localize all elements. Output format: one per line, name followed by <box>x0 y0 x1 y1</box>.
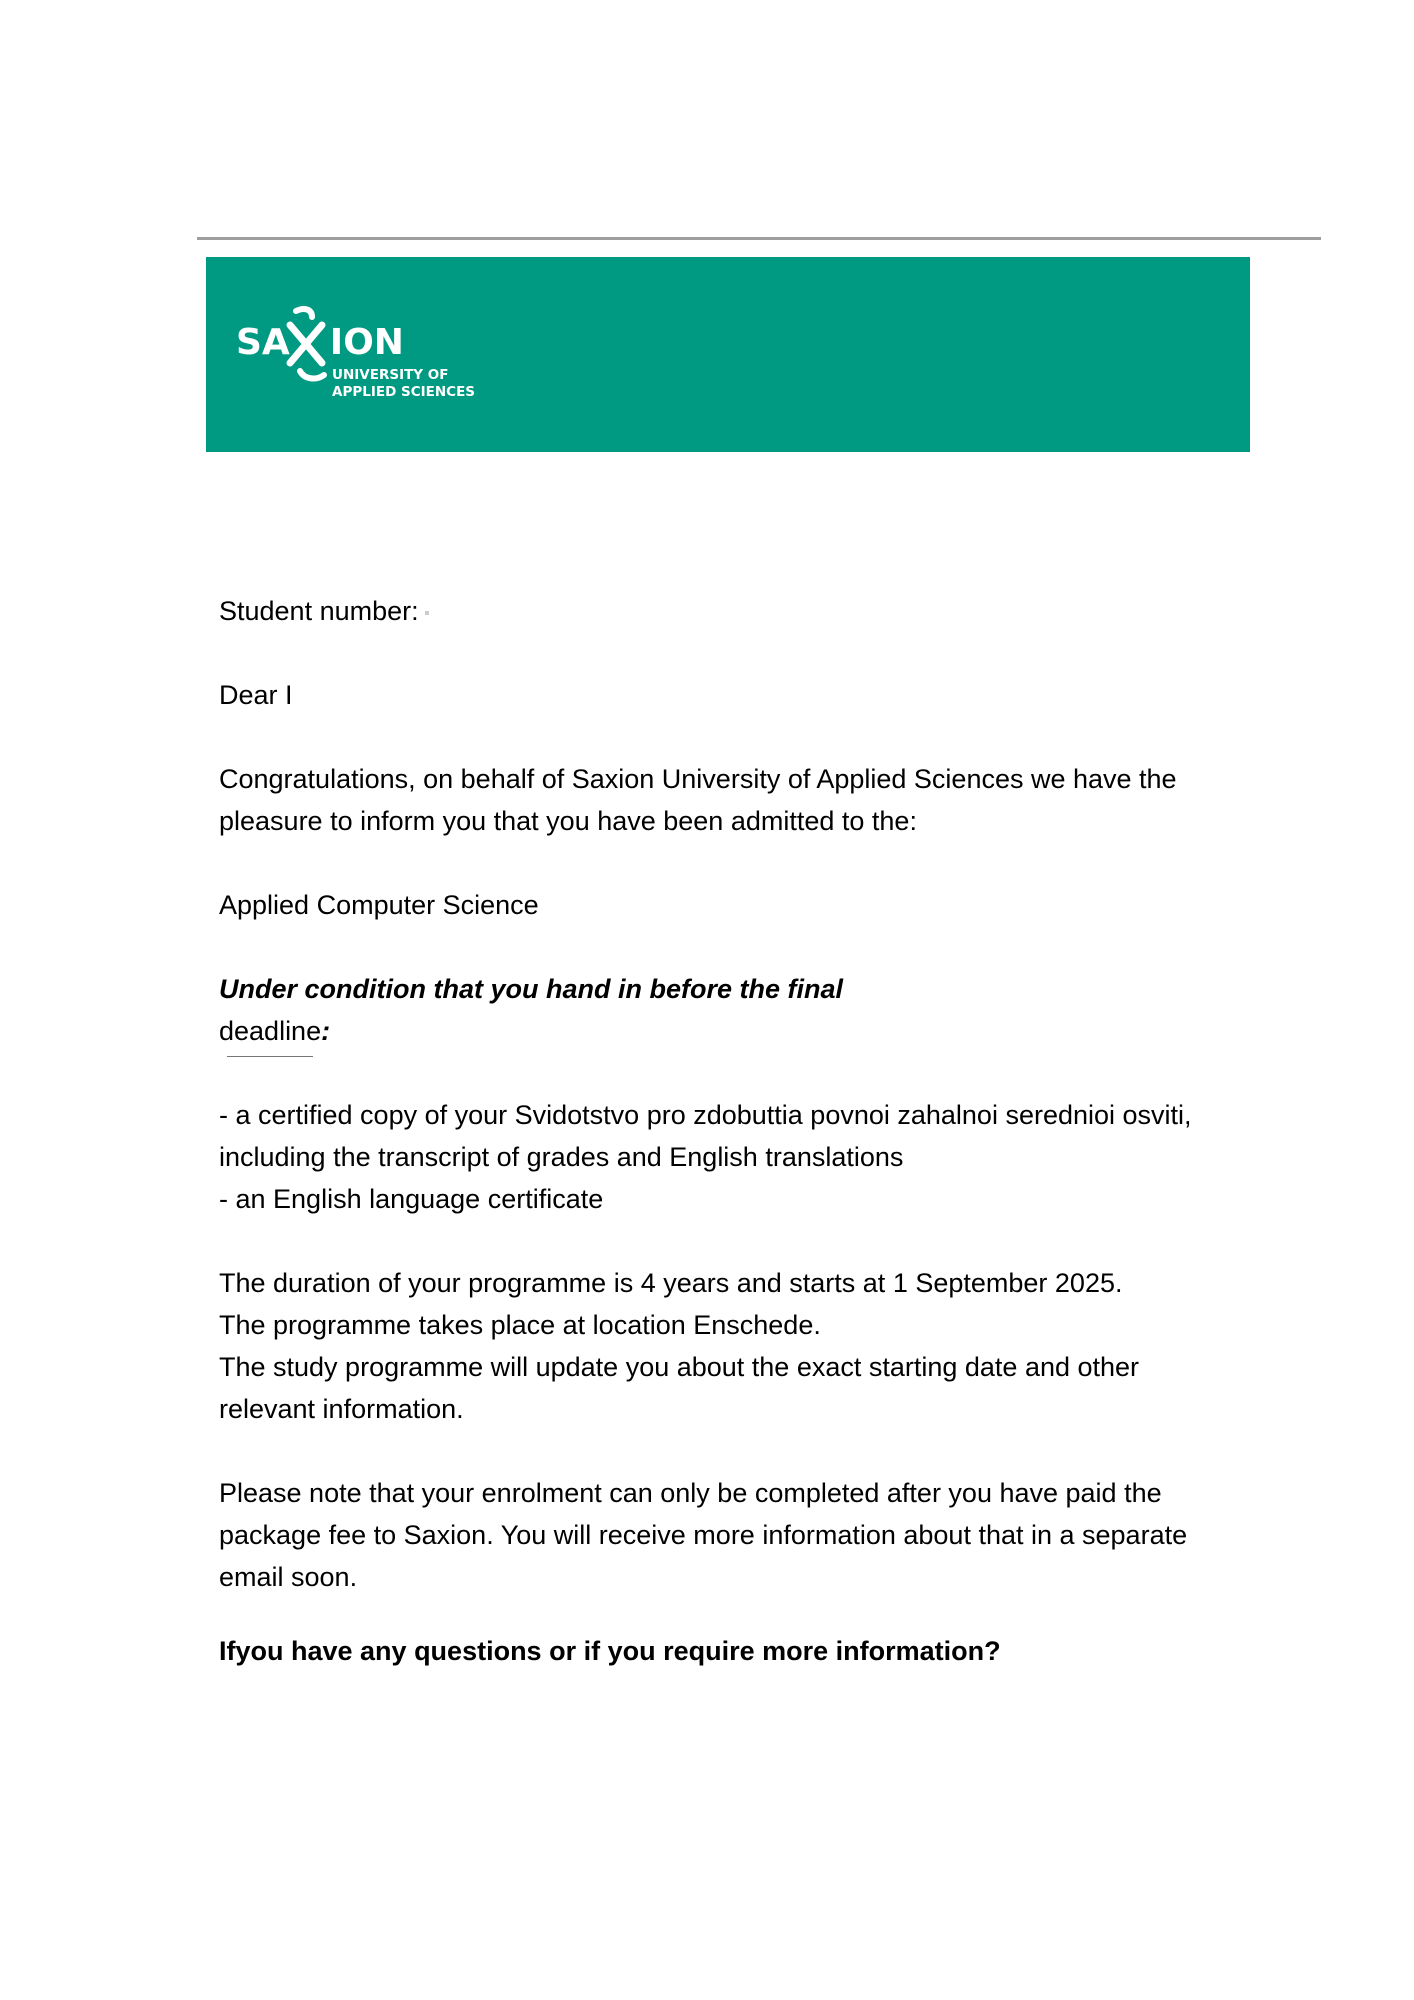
student-number-label: Student number: <box>219 596 419 626</box>
greeting: Dear I <box>219 680 293 710</box>
student-number-line <box>219 590 1259 632</box>
logo-word-left: SA <box>236 322 290 363</box>
requirement-2: - an English language certificate <box>219 1184 604 1214</box>
logo-subtitle-line2: APPLIED SCIENCES <box>332 384 476 400</box>
top-divider <box>197 237 1321 240</box>
fee-line-3: email soon. <box>219 1562 358 1592</box>
requirement-1-line-1: - a certified copy of your Svidotstvo pro zdobuttia povnoi zahalnoi serednioi osviti, <box>219 1100 1192 1130</box>
deadline-colon: : <box>321 1016 331 1046</box>
questions-heading: Ifyou have any questions or if you require more information? <box>219 1636 1001 1666</box>
duration-text: The duration of your programme is 4 years and starts at 1 September 2025. <box>219 1268 1123 1298</box>
letter-body <box>219 590 1259 1672</box>
location-text: The programme takes place at location Enschede. <box>219 1310 821 1340</box>
saxion-x-mark-icon <box>282 305 330 383</box>
condition-deadline-line <box>219 1010 1259 1052</box>
fee-line-2: package fee to Saxion. You will receive more information about that in a separate <box>219 1520 1188 1550</box>
requirement-1-line-2: including the transcript of grades and English translations <box>219 1142 904 1172</box>
programme-name: Applied Computer Science <box>219 890 539 920</box>
condition-heading: Under condition that you hand in before the final <box>219 974 843 1004</box>
deadline-underline <box>227 1056 313 1057</box>
deadline-word <box>219 1010 321 1052</box>
logo-subtitle-line1: UNIVERSITY OF <box>332 367 449 383</box>
saxion-logo <box>236 305 496 415</box>
congrats-line-1: Congratulations, on behalf of Saxion University of Applied Sciences we have the <box>219 764 1177 794</box>
header-banner <box>206 257 1250 452</box>
redacted-value <box>425 611 429 615</box>
fee-line-1: Please note that your enrolment can only be completed after you have paid the <box>219 1478 1162 1508</box>
update-line-2: relevant information. <box>219 1394 464 1424</box>
update-line-1: The study programme will update you about the exact starting date and other <box>219 1352 1140 1382</box>
congrats-line-2: pleasure to inform you that you have been admitted to the: <box>219 806 917 836</box>
logo-subtitle <box>332 367 475 401</box>
logo-word-right: ION <box>329 322 404 363</box>
deadline-text: deadline <box>219 1016 322 1046</box>
